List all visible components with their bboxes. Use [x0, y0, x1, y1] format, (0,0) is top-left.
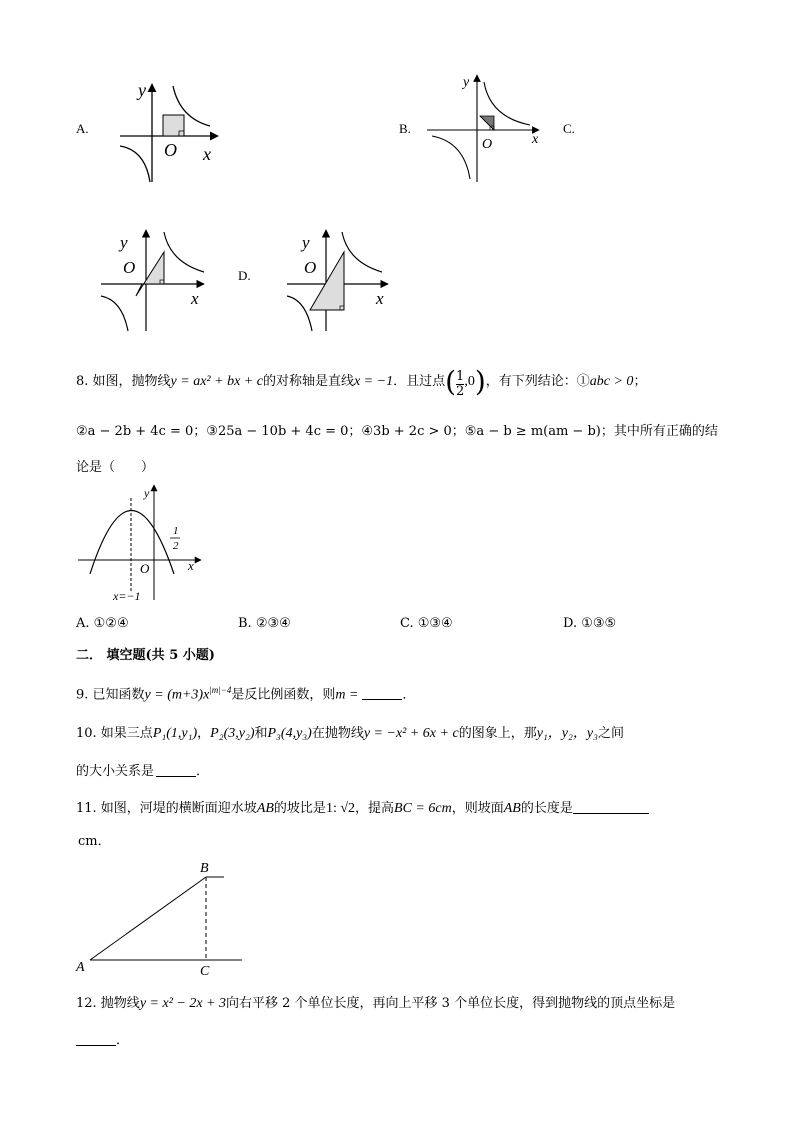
q8-parabola-graph: [76, 482, 206, 604]
q11-answer-blank[interactable]: [573, 799, 649, 814]
origin-label: O: [140, 561, 150, 576]
q10-ys: y₁，y₂，y₃: [536, 726, 598, 741]
axis-y-label: y: [463, 75, 470, 90]
q11-mid3: ，则坡面: [451, 801, 504, 816]
axis-y-label: y: [120, 233, 128, 252]
q11-ab: AB: [256, 801, 274, 816]
option-a-label[interactable]: A.: [76, 121, 89, 136]
q9-mid: 是反比例函数，则: [231, 687, 336, 703]
half-numerator: 1: [173, 525, 179, 537]
q8-line2: ②a − 2b + 4c = 0；③25a − 10b + 4c = 0；④3b + 2c > 0；⑤a − b ≥ m(am − b)；其中所有正确的结: [76, 424, 718, 439]
q8-line1: 8. 如图，抛物线y = ax² + bx + c的对称轴是直线x = −1．且过点( $\frac{1}{2}$ ,0)，有下列结论：①abc > 0；: [76, 365, 647, 399]
q9-line: [76, 681, 415, 704]
q9-equation: y = (m+3)x: [144, 687, 210, 703]
symmetry-axis-label: x=−1: [113, 589, 141, 603]
origin-label: O: [482, 137, 493, 152]
q8-equation: y = ax² + bx + c: [170, 374, 263, 389]
option-c-label[interactable]: C.: [563, 121, 575, 136]
option-b-label[interactable]: B.: [399, 121, 411, 136]
axis-x-label: x: [191, 289, 199, 308]
q10-mid: 在抛物线: [311, 726, 364, 741]
q12-answer-blank[interactable]: [76, 1031, 116, 1046]
q10-line2: [76, 762, 209, 781]
q8-option-d[interactable]: D. ①③⑤: [563, 616, 617, 631]
option-a-graph: [110, 78, 225, 188]
q8-tail: ；: [633, 374, 647, 389]
q9-answer-blank[interactable]: [362, 685, 402, 700]
q11-mid2: ，提高: [355, 801, 395, 816]
option-d-label[interactable]: D.: [238, 268, 251, 283]
q9-exponent: |m|−4: [209, 685, 232, 695]
q12-equation: y = x² − 2x + 3: [139, 996, 226, 1011]
q8-point-tail: ,0: [464, 374, 475, 389]
q10-tail: 的图象上，那: [458, 726, 537, 741]
q11-tail: 的长度是: [520, 801, 573, 816]
q9-prefix: 9. 已知函数: [76, 687, 145, 703]
point-c-label: C: [200, 964, 210, 979]
section-2-title: 二． 填空题(共 5 小题): [76, 648, 215, 663]
q9-m: m =: [335, 687, 359, 703]
point-b-label: B: [200, 861, 209, 876]
q8-axis-text: 的对称轴是直线: [262, 374, 354, 389]
q12-line2: [76, 1031, 129, 1050]
q8-option-a[interactable]: A. ①②④: [76, 616, 129, 631]
axis-x-label: x: [203, 144, 211, 164]
q8-line3: 论是（ ）: [76, 460, 155, 475]
q8-point-fraction: $\frac{1}{2}$: [456, 369, 465, 399]
option-c-graph: [96, 226, 211, 336]
q12-end: ．: [116, 1033, 130, 1048]
q8-option-c[interactable]: C. ①③④: [400, 616, 453, 631]
q10-end: ．: [196, 764, 210, 779]
option-b-graph: [422, 72, 547, 187]
axis-y-label: y: [302, 233, 310, 252]
axis-x-label: x: [532, 132, 539, 147]
q10-tail2: 之间: [597, 726, 624, 741]
option-d-graph: [282, 226, 397, 336]
point-a-label: A: [76, 960, 85, 975]
origin-label: O: [123, 258, 136, 277]
q11-ratio: 1: √2: [325, 801, 356, 816]
q9-end: ．: [402, 687, 416, 703]
q10-p3: P₃(4,y₃): [267, 726, 312, 741]
q12-line1: [76, 995, 675, 1013]
q11-ab2: AB: [503, 801, 521, 816]
q11-line2: cm．: [78, 834, 111, 849]
q10-and: 和: [254, 726, 268, 741]
q10-p2: P₂(3,y₂): [210, 726, 255, 741]
q8-c1: abc > 0: [589, 374, 634, 389]
q8-conclusion-text: ，有下列结论：①: [485, 374, 590, 389]
half-denominator: 2: [173, 540, 179, 552]
q12-text: 向右平移 2 个单位长度，再向上平移 3 个单位长度，得到抛物线的顶点坐标是: [226, 996, 676, 1011]
q11-slope-figure: [72, 858, 252, 980]
q8-number: 8. 如图，抛物线: [76, 374, 171, 389]
q11-line1: [76, 799, 649, 818]
origin-label: O: [164, 140, 177, 160]
origin-label: O: [304, 258, 317, 277]
q8-pass-text: ．且过点: [393, 374, 446, 389]
q8-axis-eq: x = −1: [353, 374, 394, 389]
axis-y-label: y: [138, 80, 146, 100]
q12-prefix: 12. 抛物线: [76, 996, 140, 1011]
q10-line1: [76, 725, 624, 743]
q11-bc: BC = 6cm: [394, 801, 452, 816]
q10-answer-blank[interactable]: [156, 762, 196, 777]
q11-prefix: 11. 如图，河堤的横断面迎水坡: [76, 801, 257, 816]
axis-x-label: x: [376, 289, 384, 308]
q10-sep: ，: [197, 726, 211, 741]
q8-option-b[interactable]: B. ②③④: [238, 616, 291, 631]
q11-mid: 的坡比是: [273, 801, 326, 816]
q10-prefix: 10. 如果三点: [76, 726, 153, 741]
axis-x-label: x: [188, 558, 194, 573]
q10-equation: y = −x² + 6x + c: [363, 726, 459, 741]
axis-y-label: y: [144, 486, 150, 500]
q10-p1: P₁(1,y₁): [152, 726, 198, 741]
q10-line2-text: 的大小关系是: [76, 764, 155, 779]
